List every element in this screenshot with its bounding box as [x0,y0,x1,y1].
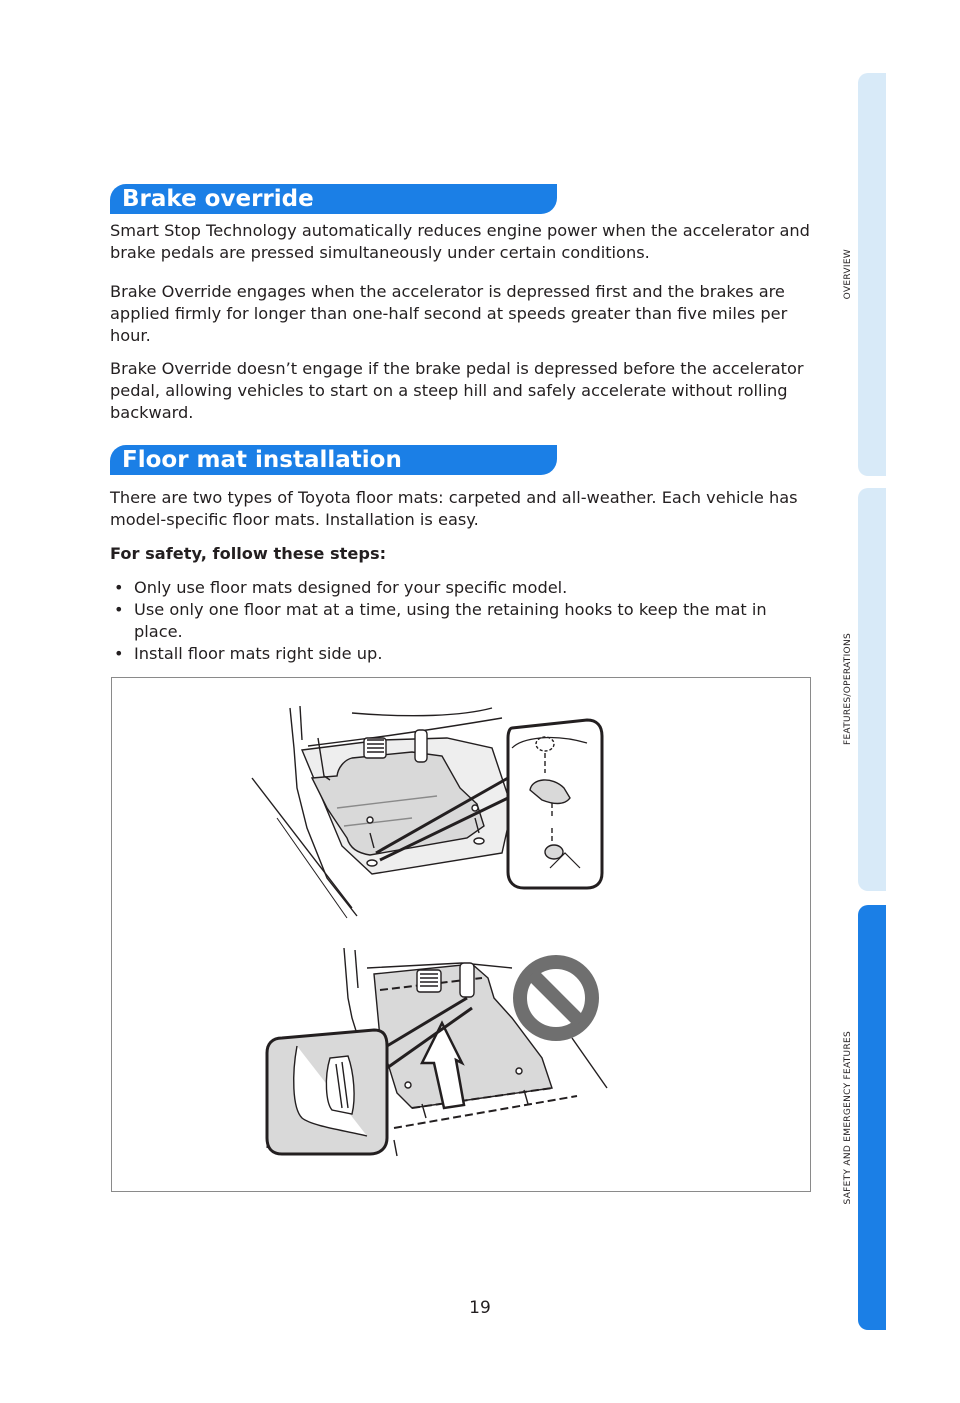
correct-install-illustration [252,706,602,918]
brake-paragraph-2: Brake Override engages when the accelerator is depressed first and the brakes are applied firmly for longer than one-half second at speeds greater than five miles per hour. [110,282,788,345]
tab-features-operations-label: FEATURES/OPERATIONS [843,633,853,746]
incorrect-install-illustration [267,948,607,1156]
floor-safety-lead: For safety, follow these steps: [110,544,387,563]
floor-paragraph-1: There are two types of Toyota floor mats: carpeted and all-weather. Each vehicle has model-specific floor mats. Installation is easy. [110,488,798,529]
page-number: 19 [469,1298,491,1318]
section-header-floor-mat-installation: Floor mat installation [110,445,557,475]
tab-safety-emergency-label: SAFETY AND EMERGENCY FEATURES [843,1030,853,1205]
tab-overview[interactable] [858,73,886,476]
brake-paragraph-3: Brake Override doesn’t engage if the brake pedal is depressed before the accelerator pedal, allowing vehicles to start on a steep hill and safely accelerate without rolling backward. [110,359,804,422]
floor-mat-drawing [112,678,812,1193]
tab-features-operations[interactable] [858,488,886,891]
floor-mat-illustration [111,677,811,1192]
list-item: • Use only one floor mat at a time, using the retaining hooks to keep the mat in place. [110,599,810,643]
list-item: • Install floor mats right side up. [110,643,810,665]
tab-overview-label: OVERVIEW [843,249,853,300]
safety-steps-list [110,577,810,665]
tab-safety-emergency[interactable] [858,905,886,1330]
brake-paragraph-1: Smart Stop Technology automatically reduces engine power when the accelerator and brake pedals are pressed simultaneously under certain conditions. [110,221,810,262]
section-header-brake-override: Brake override [110,184,557,214]
list-item: • Only use floor mats designed for your specific model. [110,577,810,599]
